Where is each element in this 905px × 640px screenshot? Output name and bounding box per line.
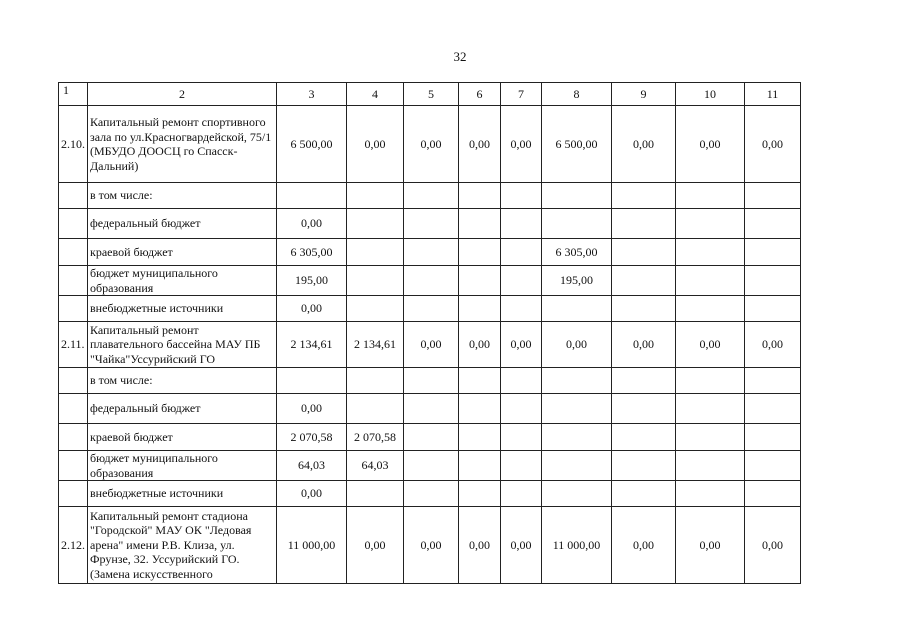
value-cell: [347, 266, 404, 296]
header-cell: 5: [404, 83, 459, 106]
header-cell: 1: [59, 83, 88, 106]
value-cell: [745, 239, 801, 266]
value-cell: [676, 394, 745, 424]
header-cell: 11: [745, 83, 801, 106]
row-index: [59, 368, 88, 394]
value-cell: [745, 451, 801, 481]
value-cell: 0,00: [501, 106, 542, 183]
row-index: [59, 266, 88, 296]
value-cell: 195,00: [542, 266, 612, 296]
header-cell: 7: [501, 83, 542, 106]
table-row: [59, 296, 801, 322]
row-index: 2.10.: [59, 106, 88, 183]
value-cell: [676, 183, 745, 209]
value-cell: 195,00: [277, 266, 347, 296]
value-cell: [745, 394, 801, 424]
value-cell: 6 305,00: [277, 239, 347, 266]
table-row: [59, 322, 801, 368]
row-index: [59, 394, 88, 424]
table-row: [59, 424, 801, 451]
value-cell: 0,00: [404, 106, 459, 183]
value-cell: [459, 183, 501, 209]
value-cell: 64,03: [347, 451, 404, 481]
value-cell: [459, 209, 501, 239]
value-cell: 64,03: [277, 451, 347, 481]
row-index: [59, 481, 88, 507]
table-row: [59, 394, 801, 424]
value-cell: [612, 451, 676, 481]
value-cell: 6 500,00: [542, 106, 612, 183]
value-cell: 2 134,61: [347, 322, 404, 368]
value-cell: [542, 183, 612, 209]
row-description: Капитальный ремонт спортивного зала по ул.Красногвардейской, 75/1 (МБУДО ДООСЦ го Спасск-Дальний): [88, 106, 277, 183]
value-cell: [501, 239, 542, 266]
value-cell: [347, 209, 404, 239]
value-cell: [501, 368, 542, 394]
row-index: 2.11.: [59, 322, 88, 368]
value-cell: [459, 368, 501, 394]
table-row: [59, 451, 801, 481]
value-cell: [347, 481, 404, 507]
value-cell: 6 305,00: [542, 239, 612, 266]
row-index: [59, 424, 88, 451]
value-cell: [347, 394, 404, 424]
value-cell: 0,00: [277, 394, 347, 424]
value-cell: 0,00: [612, 106, 676, 183]
value-cell: [347, 239, 404, 266]
value-cell: [459, 266, 501, 296]
value-cell: [612, 183, 676, 209]
value-cell: [612, 481, 676, 507]
value-cell: [501, 266, 542, 296]
value-cell: [404, 368, 459, 394]
value-cell: [612, 296, 676, 322]
row-description: федеральный бюджет: [88, 209, 277, 239]
value-cell: [542, 451, 612, 481]
header-cell: 10: [676, 83, 745, 106]
value-cell: 0,00: [459, 322, 501, 368]
row-description: бюджет муниципального образования: [88, 451, 277, 481]
value-cell: 0,00: [347, 106, 404, 183]
value-cell: 0,00: [676, 106, 745, 183]
value-cell: [459, 424, 501, 451]
table-row: [59, 266, 801, 296]
value-cell: [676, 451, 745, 481]
value-cell: [542, 481, 612, 507]
header-cell: 3: [277, 83, 347, 106]
value-cell: [676, 266, 745, 296]
value-cell: [542, 368, 612, 394]
value-cell: [277, 183, 347, 209]
row-description: краевой бюджет: [88, 239, 277, 266]
value-cell: [501, 296, 542, 322]
value-cell: 0,00: [501, 507, 542, 584]
value-cell: [277, 368, 347, 394]
value-cell: [612, 239, 676, 266]
value-cell: 0,00: [404, 507, 459, 584]
value-cell: 0,00: [745, 106, 801, 183]
row-description: в том числе:: [88, 368, 277, 394]
value-cell: [612, 209, 676, 239]
row-index: [59, 239, 88, 266]
value-cell: [404, 239, 459, 266]
value-cell: 0,00: [404, 322, 459, 368]
value-cell: [501, 424, 542, 451]
value-cell: [404, 394, 459, 424]
value-cell: 6 500,00: [277, 106, 347, 183]
value-cell: [542, 394, 612, 424]
header-cell: 2: [88, 83, 277, 106]
value-cell: [676, 481, 745, 507]
row-index: [59, 296, 88, 322]
row-index: 2.12.: [59, 507, 88, 584]
table-row: [59, 507, 801, 584]
value-cell: 2 134,61: [277, 322, 347, 368]
table-row: [59, 183, 801, 209]
value-cell: 2 070,58: [277, 424, 347, 451]
value-cell: [745, 481, 801, 507]
value-cell: 0,00: [542, 322, 612, 368]
value-cell: [745, 209, 801, 239]
table-row: [59, 209, 801, 239]
value-cell: [404, 296, 459, 322]
value-cell: 0,00: [501, 322, 542, 368]
value-cell: 0,00: [745, 507, 801, 584]
row-description: Капитальный ремонт плавательного бассейна МАУ ПБ "Чайка"Уссурийский ГО: [88, 322, 277, 368]
value-cell: 0,00: [612, 322, 676, 368]
value-cell: 0,00: [277, 296, 347, 322]
value-cell: [676, 209, 745, 239]
value-cell: 11 000,00: [542, 507, 612, 584]
value-cell: 0,00: [347, 507, 404, 584]
table-row: [59, 106, 801, 183]
value-cell: [501, 481, 542, 507]
table-row: [59, 368, 801, 394]
value-cell: [745, 368, 801, 394]
value-cell: [501, 183, 542, 209]
value-cell: [404, 183, 459, 209]
value-cell: [745, 424, 801, 451]
value-cell: [542, 296, 612, 322]
value-cell: [612, 368, 676, 394]
value-cell: [459, 451, 501, 481]
value-cell: [612, 424, 676, 451]
value-cell: [404, 481, 459, 507]
budget-table: [58, 82, 801, 584]
header-cell: 9: [612, 83, 676, 106]
value-cell: [676, 296, 745, 322]
value-cell: [459, 394, 501, 424]
value-cell: 0,00: [459, 507, 501, 584]
value-cell: 0,00: [459, 106, 501, 183]
value-cell: [501, 209, 542, 239]
value-cell: [745, 296, 801, 322]
value-cell: 2 070,58: [347, 424, 404, 451]
row-index: [59, 451, 88, 481]
value-cell: [501, 394, 542, 424]
value-cell: [676, 239, 745, 266]
table-row: [59, 481, 801, 507]
value-cell: [676, 424, 745, 451]
table-row: [59, 239, 801, 266]
row-index: [59, 183, 88, 209]
header-cell: 4: [347, 83, 404, 106]
value-cell: [347, 296, 404, 322]
value-cell: [404, 451, 459, 481]
value-cell: [347, 368, 404, 394]
value-cell: [745, 266, 801, 296]
value-cell: [612, 394, 676, 424]
value-cell: 0,00: [277, 209, 347, 239]
value-cell: 0,00: [612, 507, 676, 584]
page-number: 32: [453, 49, 467, 64]
row-description: бюджет муниципального образования: [88, 266, 277, 296]
value-cell: 0,00: [676, 507, 745, 584]
value-cell: [347, 183, 404, 209]
value-cell: [676, 368, 745, 394]
value-cell: 0,00: [676, 322, 745, 368]
row-description: внебюджетные источники: [88, 481, 277, 507]
value-cell: [459, 239, 501, 266]
header-cell: 8: [542, 83, 612, 106]
row-description: внебюджетные источники: [88, 296, 277, 322]
row-description: в том числе:: [88, 183, 277, 209]
value-cell: [459, 481, 501, 507]
value-cell: 11 000,00: [277, 507, 347, 584]
header-cell: 6: [459, 83, 501, 106]
value-cell: 0,00: [277, 481, 347, 507]
value-cell: [404, 209, 459, 239]
value-cell: [542, 424, 612, 451]
row-description: краевой бюджет: [88, 424, 277, 451]
row-description: федеральный бюджет: [88, 394, 277, 424]
value-cell: 0,00: [745, 322, 801, 368]
value-cell: [404, 424, 459, 451]
value-cell: [459, 296, 501, 322]
value-cell: [745, 183, 801, 209]
value-cell: [404, 266, 459, 296]
value-cell: [542, 209, 612, 239]
value-cell: [612, 266, 676, 296]
value-cell: [501, 451, 542, 481]
row-index: [59, 209, 88, 239]
row-description: Капитальный ремонт стадиона "Городской" МАУ ОК "Ледовая арена" имени Р.В. Клиза, ул. Фрунзе, 32. Уссурийский ГО. (Замена искусственного: [88, 507, 277, 584]
header-row: [59, 83, 801, 106]
